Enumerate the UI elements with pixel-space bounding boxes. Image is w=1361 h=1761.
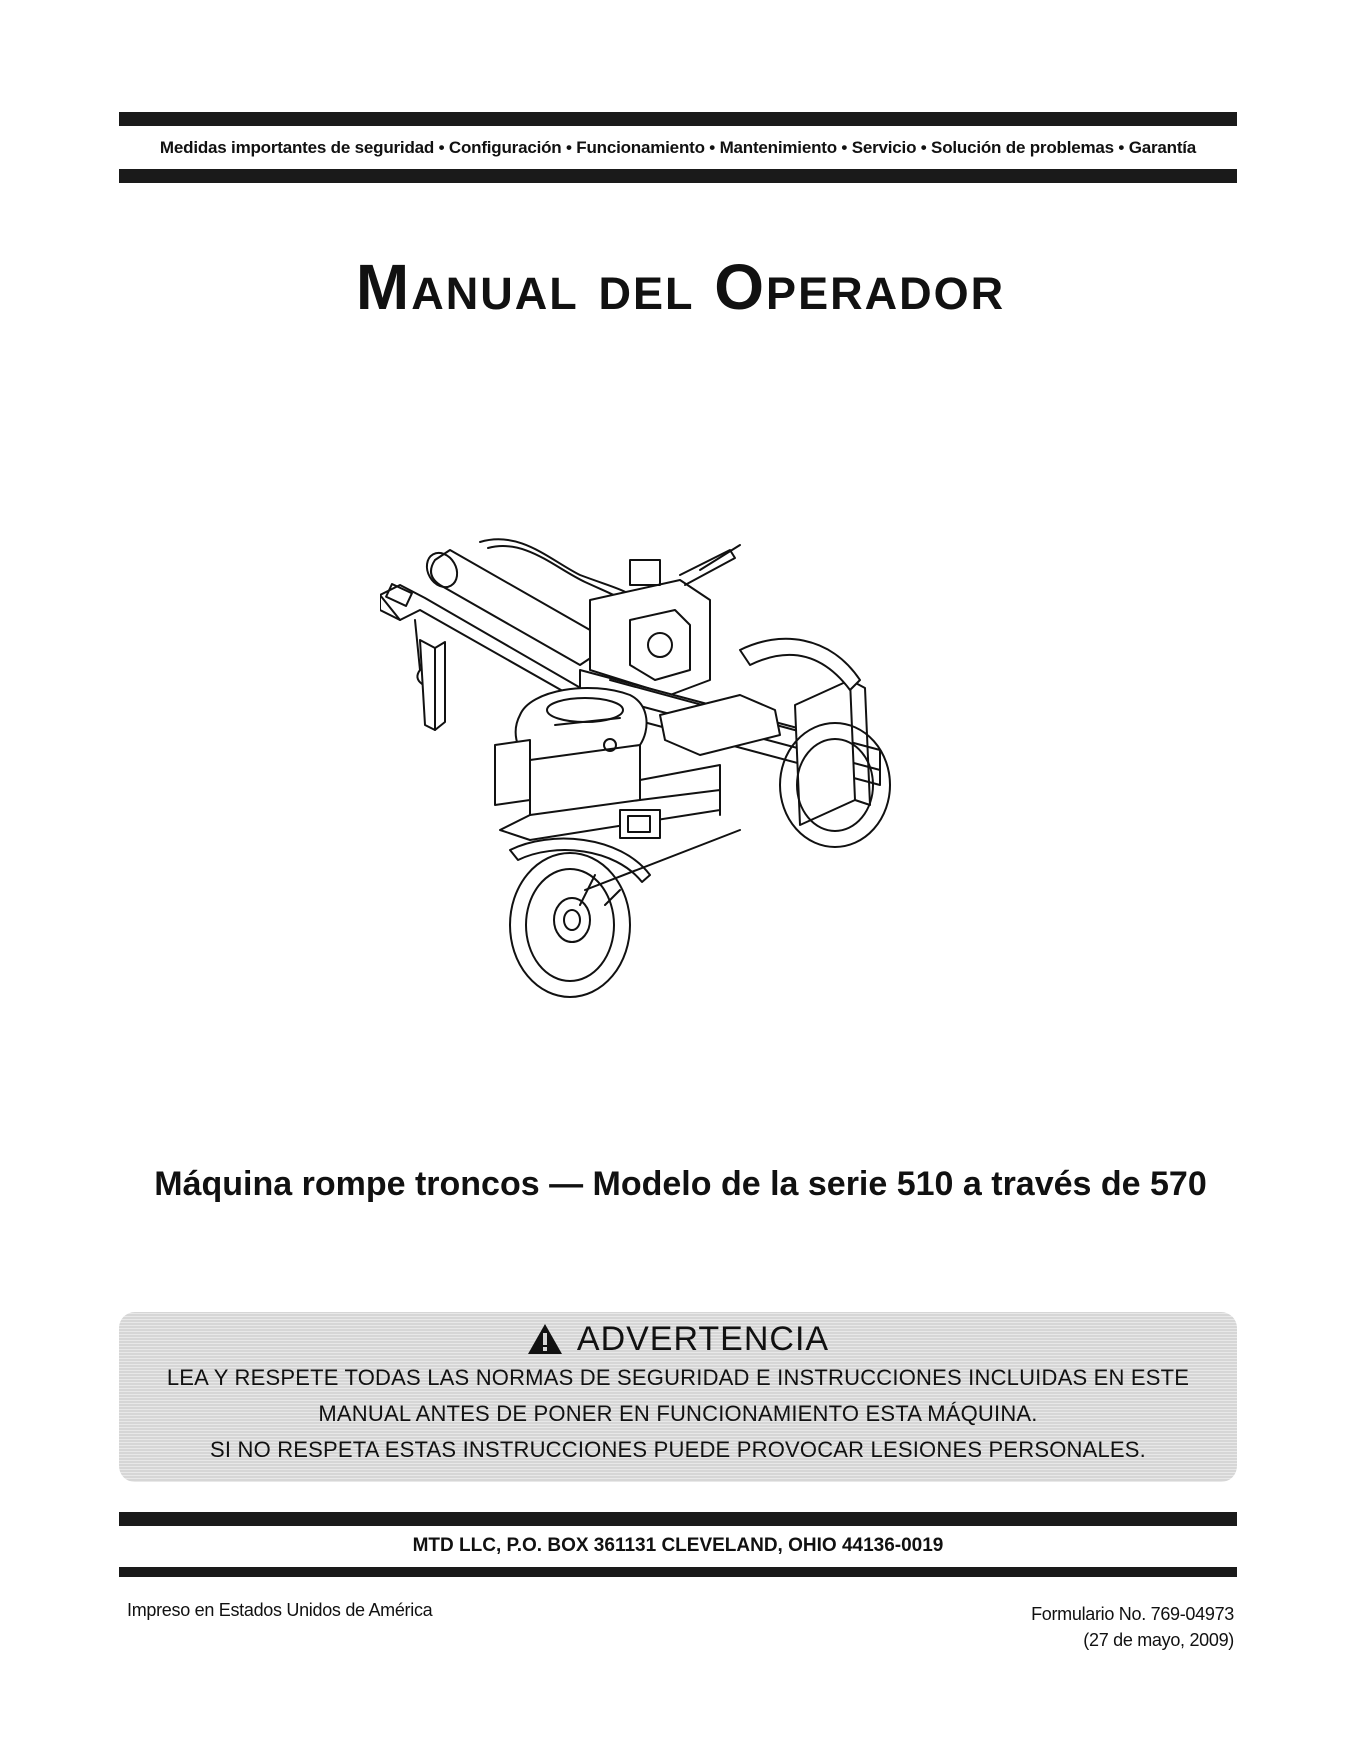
top-rule-bottom	[119, 169, 1237, 183]
warning-heading	[119, 1318, 1237, 1360]
log-splitter-illustration	[380, 530, 990, 1090]
warning-line-2: MANUAL ANTES DE PONER EN FUNCIONAMIENTO ESTA MÁQUINA.	[318, 1401, 1038, 1426]
product-title: Máquina rompe troncos — Modelo de la serie 510 a través de 570	[154, 1165, 1207, 1203]
section-list: Medidas importantes de seguridad • Configuración • Funcionamiento • Mantenimiento • Servicio • Solución de problemas • Garantía	[159, 138, 1197, 157]
top-rule	[119, 112, 1237, 126]
address-banner	[119, 1512, 1237, 1577]
bottom-rule-bottom	[119, 1567, 1237, 1577]
warning-heading-text: ADVERTENCIA	[576, 1320, 830, 1358]
top-banner	[119, 112, 1237, 183]
company-address: MTD LLC, P.O. BOX 361131 CLEVELAND, OHIO 44136-0019	[412, 1535, 944, 1556]
form-number: Formulario No. 769-04973	[1031, 1604, 1234, 1624]
form-info	[1031, 1600, 1234, 1655]
form-date: (27 de mayo, 2009)	[1083, 1630, 1234, 1650]
warning-line-3: SI NO RESPETA ESTAS INSTRUCCIONES PUEDE PROVOCAR LESIONES PERSONALES.	[210, 1437, 1146, 1462]
warning-box	[119, 1312, 1237, 1482]
warning-triangle-icon	[527, 1323, 563, 1355]
printed-in: Impreso en Estados Unidos de América	[127, 1600, 433, 1620]
warning-line-1: LEA Y RESPETE TODAS LAS NORMAS DE SEGURIDAD E INSTRUCCIONES INCLUIDAS EN ESTE	[166, 1365, 1190, 1390]
bottom-rule-top	[119, 1512, 1237, 1526]
page-title: Manual del Operador	[355, 251, 1006, 323]
